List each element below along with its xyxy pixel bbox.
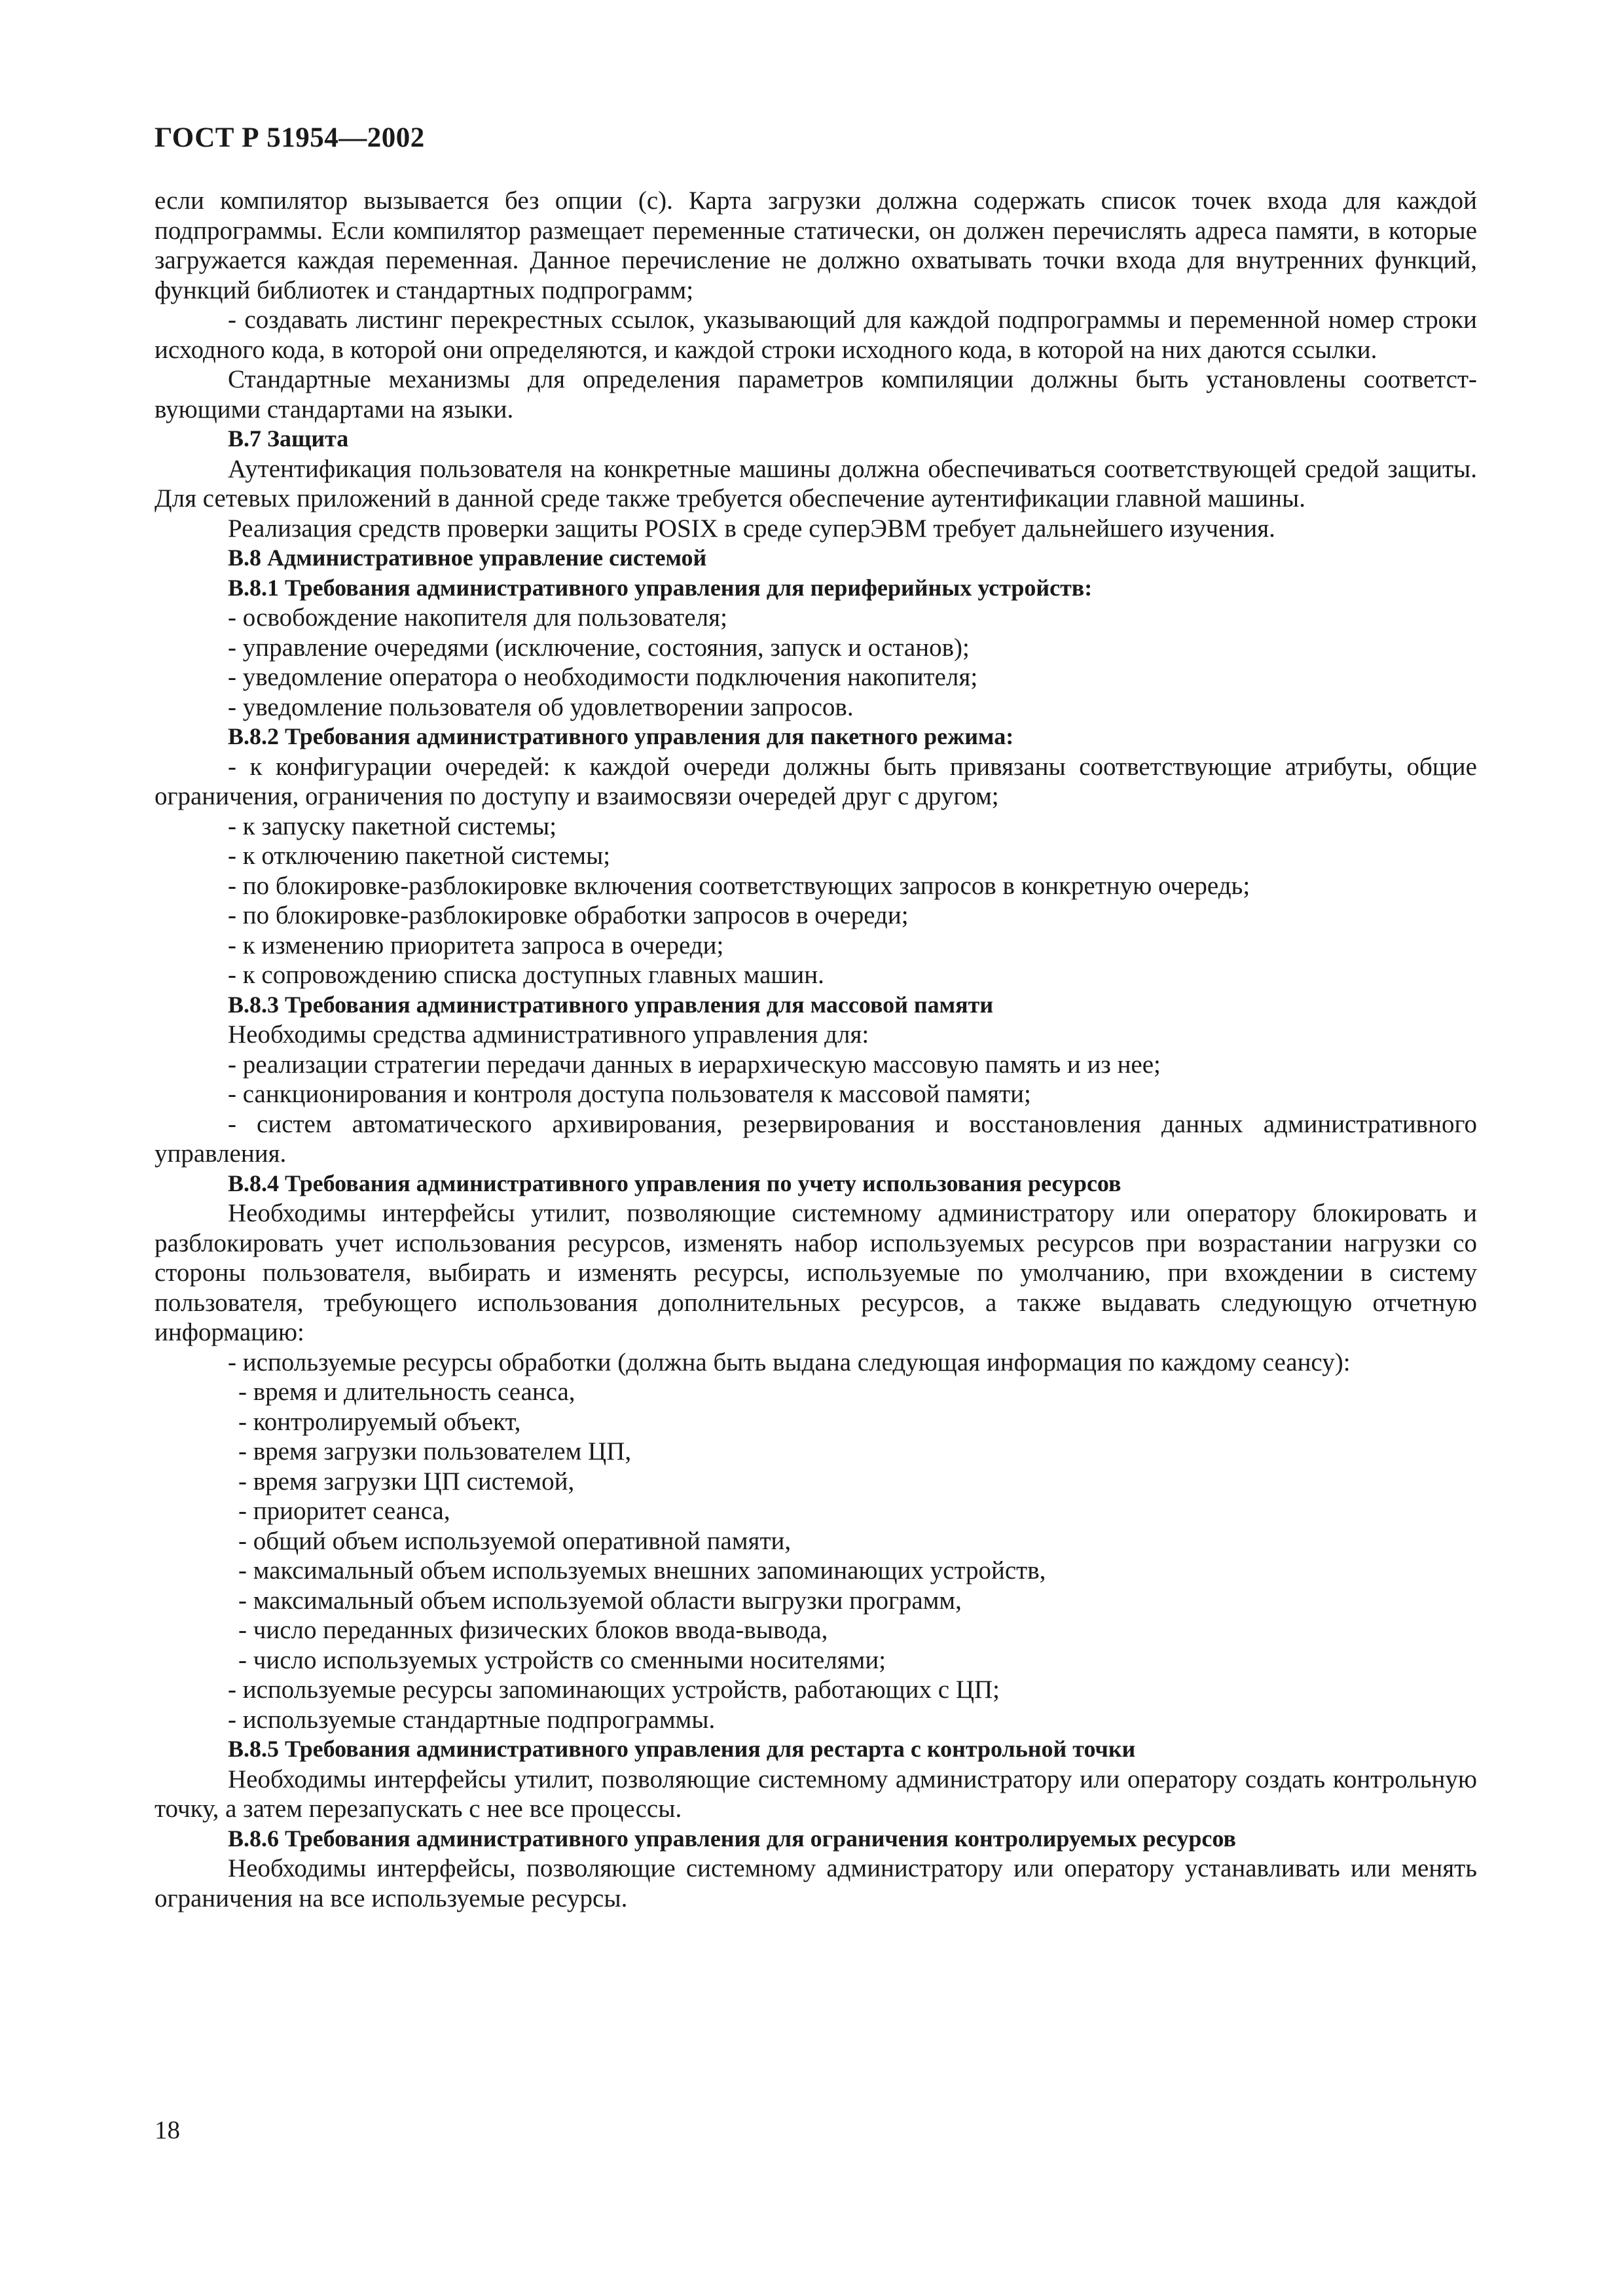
section-heading-b8-1: В.8.1 Требования административного управления для периферийных устройств: <box>228 574 1093 601</box>
paragraph: Реализация средств проверки защиты POSIX в среде суперЭВМ требует дальнейшего изучения. <box>228 514 1275 543</box>
paragraph: Аутентификация пользователя на конкретные машины должна обеспечиваться соответствующей средой защиты. Для сетевых приложений в данной среде также требуется обеспечение аутентификации главной машины. <box>155 454 1477 512</box>
list-item: - к изменению приоритета запроса в очереди; <box>228 931 724 960</box>
page-header-title: ГОСТ Р 51954—2002 <box>155 122 425 153</box>
list-item: - реализации стратегии передачи данных в иерархическую массовую память и из нее; <box>228 1050 1161 1079</box>
sub-list-item: - время и длительность сеанса, <box>238 1378 575 1406</box>
section-heading-b8: В.8 Административное управление системой <box>228 545 707 571</box>
sub-list-item: - максимальный объем используемой области выгрузки программ, <box>238 1586 962 1615</box>
list-item: - по блокировке-разблокировке обработки запросов в очереди; <box>228 901 909 929</box>
page-number: 18 <box>155 2116 180 2144</box>
list-item: - используемые ресурсы запоминающих устройств, работающих с ЦП; <box>228 1676 1000 1704</box>
section-heading-b8-5: В.8.5 Требования административного управления для рестарта с контрольной точки <box>228 1736 1136 1762</box>
sub-list-item: - число используемых устройств со сменными носителями; <box>238 1645 886 1674</box>
list-item: - используемые стандартные подпрограммы. <box>228 1705 716 1734</box>
sub-list-item: - время загрузки ЦП системой, <box>238 1467 575 1496</box>
paragraph: Необходимы интерфейсы утилит, позволяющие системному администратору или оператору блокировать и разблокировать учет использования ресурсов, изменять набор используемых ресурсов при возрастании нагрузки со стороны пользователя, выбирать и изменять ресурсы, используемые по умолчанию, при вхождении в систему пользователя, требующего использования дополнительных ресурсов, а также выдавать следующую отчетную информацию: <box>155 1199 1477 1346</box>
paragraph: Необходимы интерфейсы утилит, позволяющие системному администратору или оператору создать контрольную точку, а затем перезапускать с нее все процессы. <box>155 1765 1477 1823</box>
sub-list-item: - число переданных физических блоков ввода-вывода, <box>238 1616 828 1644</box>
list-item: - создавать листинг перекрестных ссылок, указывающий для каждой подпрограммы и переменной номер строки исходного кода, в которой они определяются, и каждой строки исходного кода, в которой на них даются ссылки. <box>155 306 1477 364</box>
list-item: - по блокировке-разблокировке включения соответствующих запросов в конкретную очередь; <box>228 871 1250 900</box>
list-item: - уведомление пользователя об удовлетворении запросов. <box>228 692 854 721</box>
sub-list-item: - максимальный объем используемых внешних запоминающих устройств, <box>238 1556 1046 1585</box>
section-heading-b8-4: В.8.4 Требования административного управления по учету использования ресурсов <box>228 1170 1122 1196</box>
sub-list-item: - общий объем используемой оперативной памяти, <box>238 1526 792 1555</box>
list-item: - освобождение накопителя для пользователя; <box>228 603 727 632</box>
list-item: - используемые ресурсы обработки (должна быть выдана следующая информация по каждому сеансу): <box>228 1348 1351 1376</box>
list-item: - уведомление оператора о необходимости подключения накопителя; <box>228 663 978 691</box>
sub-list-item: - контролируемый объект, <box>238 1407 521 1436</box>
list-item: - санкционирования и контроля доступа пользователя к массовой памяти; <box>228 1080 1031 1108</box>
paragraph: Необходимы средства административного управления для: <box>228 1020 869 1049</box>
section-heading-b7: В.7 Защита <box>228 425 349 452</box>
sub-list-item: - время загрузки пользователем ЦП, <box>238 1437 632 1465</box>
list-item: - управление очередями (исключение, состояния, запуск и останов); <box>228 633 970 662</box>
list-item: - к сопровождению списка доступных главных машин. <box>228 961 824 989</box>
section-heading-b8-3: В.8.3 Требования административного управления для массовой памяти <box>228 991 994 1018</box>
list-item: - к запуску пакетной системы; <box>228 812 557 840</box>
list-item: - к отключению пакетной системы; <box>228 842 611 870</box>
section-heading-b8-6: В.8.6 Требования административного управления для ограничения контролируемых ресурсов <box>228 1825 1236 1852</box>
paragraph: Необходимы интерфейсы, позволяющие системному администратору или оператору устанавливать или менять ограничения на все используемые ресурсы. <box>155 1854 1477 1912</box>
section-heading-b8-2: В.8.2 Требования административного управления для пакетного режима: <box>228 723 1014 749</box>
list-item: - систем автоматического архивирования, резервирования и восстановления данных административного управления. <box>155 1109 1477 1168</box>
sub-list-item: - приоритет сеанса, <box>238 1497 450 1525</box>
list-item: - к конфигурации очередей: к каждой очереди должны быть привязаны соответствующие атрибуты, общие ограничения, ограничения по доступу и взаимосвязи очередей друг с другом; <box>155 752 1477 810</box>
paragraph: Стандартные механизмы для определения параметров компиляции должны быть установлены соответст-вующими стандартами на языки. <box>155 365 1477 423</box>
paragraph: если компилятор вызывается без опции (с). Карта загрузки должна содержать список точек входа для каждой подпрограммы. Если компилятор размещает переменные статически, он должен перечислять адреса памяти, в которые загружается каждая переменная. Данное перечисление не должно охватывать точки входа для внутренних функций, функций библиотек и стандартных подпрограмм; <box>155 187 1477 304</box>
document-body <box>155 186 1477 1913</box>
